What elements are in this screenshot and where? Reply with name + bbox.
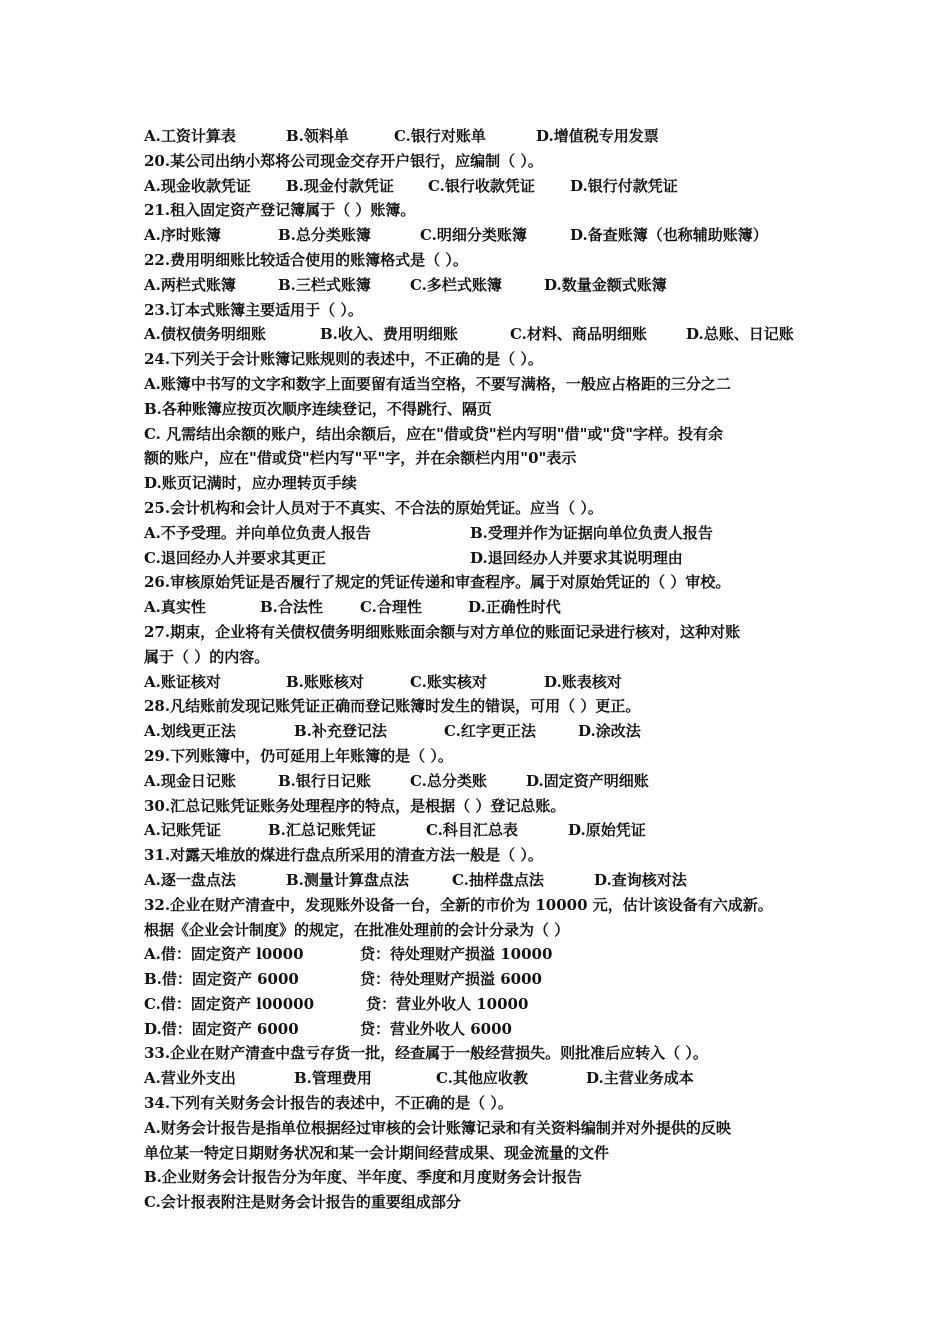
text-line: A.财务会计报告是指单位根据经过审核的会计账簿记录和有关资料编制并对外提供的反映 [144, 1118, 731, 1137]
options-line [144, 595, 834, 620]
answer-option: D.退回经办人并要求其说明理由 [470, 548, 683, 567]
answer-option: D.数量金额式账簿 [544, 275, 667, 294]
options-line [144, 124, 834, 149]
answer-option: D.主营业务成本 [586, 1069, 694, 1088]
options-line [144, 719, 834, 744]
options-line [144, 769, 834, 794]
answer-option: C.合理性 [360, 598, 422, 617]
text-line: 32.企业在财产清查中，发现账外设备一台，全新的市价为 10000 元，估计该设备有六成新。 [144, 895, 773, 914]
text-line: 20.某公司出纳小郑将公司现金交存开户银行，应编制（ ）。 [144, 151, 543, 170]
answer-option: B.银行日记账 [278, 771, 371, 790]
answer-option: C.多栏式账簿 [410, 275, 502, 294]
answer-option: 贷：营业外收人 10000 [366, 994, 529, 1013]
text-line: C. 凡需结出余额的账户，结出余额后，应在"借或贷"栏内写明"借"或"贷"字样。投有余 [144, 424, 724, 443]
options-line [144, 322, 834, 347]
answer-option: A.营业外支出 [144, 1069, 236, 1088]
answer-option: D.借：固定资产 6000 [144, 1019, 299, 1038]
answer-option: C.银行对账单 [394, 127, 486, 145]
answer-option: D.查询核对法 [594, 870, 687, 889]
options-line [144, 273, 834, 298]
answer-option: C.借：固定资产 l00000 [144, 994, 315, 1013]
answer-option: 贷：待处理财产损溢 6000 [360, 970, 542, 989]
answer-option: B.借：固定资产 6000 [144, 970, 299, 989]
answer-option: C.退回经办人并要求其更正 [144, 548, 326, 567]
options-line [144, 868, 834, 893]
answer-option: A.记账凭证 [144, 821, 221, 840]
answer-option: B.管理费用 [294, 1069, 372, 1088]
text-line: 31.对露天堆放的煤进行盘点所采用的清查方法一般是（ ）。 [144, 846, 543, 865]
answer-option: D.增值税专用发票 [536, 127, 659, 145]
options-line [144, 223, 834, 248]
answer-option: C.其他应收教 [436, 1069, 528, 1088]
text-line: 单位某一特定日期财务状况和某一会计期间经营成果、现金流量的文件 [144, 1143, 610, 1162]
options-line [144, 942, 834, 967]
answer-option: C.银行收款凭证 [428, 176, 535, 195]
answer-option: B.收入、费用明细账 [320, 325, 458, 344]
answer-option: A.工资计算表 [144, 127, 236, 145]
text-line: 23.订本式账簿主要适用于（ ）。 [144, 300, 363, 319]
answer-option: D.银行付款凭证 [570, 176, 678, 195]
text-line: 25.会计机构和会计人员对于不真实、不合法的原始凭证。应当（ ）。 [144, 498, 603, 517]
answer-option: C.材料、商品明细账 [510, 325, 647, 344]
answer-option: 贷：营业外收人 6000 [360, 1019, 512, 1038]
text-line: B.企业财务会计报告分为年度、半年度、季度和月度财务会计报告 [144, 1168, 582, 1187]
answer-option: A.现金日记账 [144, 771, 236, 790]
text-line: B.各种账簿应按页次顺序连续登记，不得跳行、隔页 [144, 399, 492, 418]
options-line [144, 967, 834, 992]
options-line [144, 818, 834, 843]
answer-option: B.汇总记账凭证 [268, 821, 376, 840]
text-line: 属于（ ）的内容。 [144, 647, 270, 666]
options-line [144, 992, 834, 1017]
text-line: 33.企业在财产清查中盘亏存货一批，经查属于一般经营损失。则批准后应转入（ ）。 [144, 1044, 708, 1063]
answer-option: A.账证核对 [144, 672, 221, 691]
options-line [144, 174, 834, 199]
answer-option: D.总账、日记账 [686, 325, 794, 344]
answer-option: B.领料单 [286, 127, 349, 145]
options-line [144, 1066, 834, 1091]
answer-option: B.补充登记法 [294, 722, 387, 741]
answer-option: C.抽样盘点法 [452, 870, 544, 889]
options-line [144, 546, 834, 571]
answer-option: C.科目汇总表 [426, 821, 518, 840]
options-line [144, 670, 834, 695]
answer-option: B.三栏式账簿 [278, 275, 371, 294]
text-line: 24.下列关于会计账簿记账规则的表述中，不正确的是（ ）。 [144, 350, 543, 369]
answer-option: A.现金收款凭证 [144, 176, 251, 195]
options-line [144, 521, 834, 546]
text-line: 27.期束，企业将有关债权债务明细账账面余额与对方单位的账面记录进行核对，这种对账 [144, 622, 741, 641]
text-line: D.账页记满时，应办理转页手续 [144, 474, 357, 493]
answer-option: A.序时账簿 [144, 226, 221, 245]
answer-option: B.账账核对 [286, 672, 364, 691]
answer-option: D.备查账簿（也称辅助账簿） [570, 226, 768, 245]
answer-option: D.固定资产明细账 [526, 771, 649, 790]
answer-option: A.债权债务明细账 [144, 325, 266, 344]
answer-option: D.正确性时代 [468, 598, 561, 617]
options-line [144, 1017, 834, 1042]
answer-option: C.明细分类账簿 [420, 226, 527, 245]
text-line: C.会计报表附注是财务会计报告的重要组成部分 [144, 1193, 461, 1212]
answer-option: D.原始凭证 [568, 821, 646, 840]
answer-option: A.借：固定资产 l0000 [144, 945, 304, 964]
text-line: 29.下列账簿中，仍可延用上年账簿的是（ ）。 [144, 746, 453, 765]
text-line: 21.租入固定资产登记簿属于（ ）账簿。 [144, 201, 416, 220]
answer-option: B.测量计算盘点法 [286, 870, 409, 889]
answer-option: D.账表核对 [544, 672, 622, 691]
text-line: 26.审核原始凭证是否履行了规定的凭证传递和审查程序。属于对原始凭证的（ ）审校。 [144, 573, 731, 592]
text-line: 28.凡结账前发现记账凭证正确而登记账簿时发生的错误，可用（ ）更正。 [144, 697, 641, 716]
answer-option: B.合法性 [260, 598, 323, 617]
text-line: 根据《企业会计制度》的规定，在批准处理前的会计分录为（ ） [144, 920, 570, 939]
answer-option: A.两栏式账簿 [144, 275, 236, 294]
answer-option: B.受理并作为证据向单位负责人报告 [470, 523, 713, 542]
text-line: 34.下列有关财务会计报告的表述中，不正确的是（ ）。 [144, 1094, 513, 1113]
text-line: 22.费用明细账比较适合使用的账簿格式是（ ）。 [144, 250, 468, 269]
answer-option: B.总分类账簿 [278, 226, 371, 245]
answer-option: B.现金付款凭证 [286, 176, 394, 195]
text-line: A.账簿中书写的文字和数字上面要留有适当空格，不要写满格，一般应占格距的三分之二 [144, 374, 731, 393]
answer-option: C.红字更正法 [444, 722, 536, 741]
answer-option: A.划线更正法 [144, 722, 236, 741]
answer-option: D.涂改法 [578, 722, 641, 741]
answer-option: A.逐一盘点法 [144, 870, 236, 889]
document-page [144, 124, 834, 1215]
answer-option: A.真实性 [144, 598, 206, 617]
text-line: 30.汇总记账凭证账务处理程序的特点，是根据（ ）登记总账。 [144, 796, 566, 815]
answer-option: 贷：待处理财产损溢 10000 [360, 945, 553, 964]
answer-option: A.不予受理。并向单位负责人报告 [144, 523, 371, 542]
answer-option: C.总分类账 [410, 771, 487, 790]
answer-option: C.账实核对 [410, 672, 487, 691]
text-line: 额的账户，应在"借或贷"栏内写"平"字，并在余额栏内用"0"表示 [144, 449, 577, 468]
